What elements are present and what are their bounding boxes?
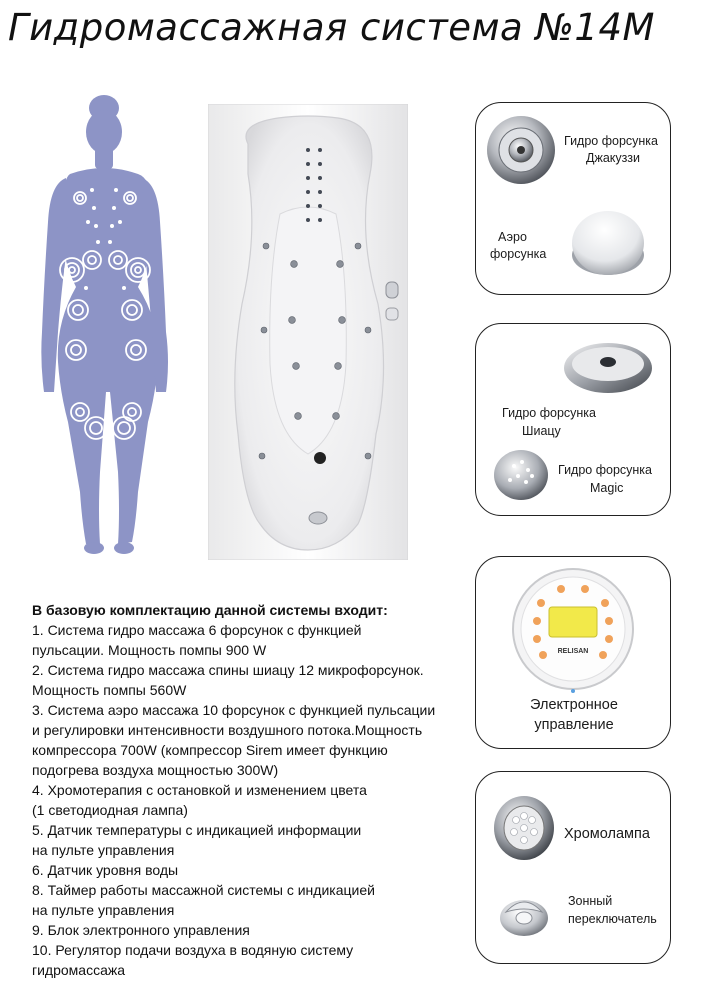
shiatsu-nozzle-label-line1: Гидро форсунка [502, 406, 597, 420]
card-jacuzzi-aero-nozzles [475, 102, 671, 295]
description-line: 4. Хромотерапия с остановкой и изменением цвета [32, 782, 367, 798]
description-heading: В базовую комплектацию данной системы входит: [32, 602, 388, 618]
page-title: Гидромассажная система №14М [8, 6, 655, 49]
bathtub-top-view [208, 104, 408, 560]
description-line: компрессора 700W (компрессор Sirem имеет функцию [32, 742, 388, 758]
card-shiatsu-magic-nozzles [475, 323, 671, 516]
package-description [32, 600, 482, 980]
control-panel-image [507, 567, 639, 695]
jacuzzi-nozzle-label-line2: Джакуззи [586, 151, 640, 165]
description-line: (1 светодиодная лампа) [32, 802, 188, 818]
jacuzzi-nozzle-image [484, 113, 558, 187]
description-line: гидромассажа [32, 962, 126, 978]
aero-nozzle-label-line1: Аэро [498, 230, 527, 244]
description-line: и регулировки интенсивности воздушного потока.Мощность [32, 722, 423, 738]
description-line: 6. Датчик уровня воды [32, 862, 179, 878]
description-line: 5. Датчик температуры с индикацией информации [32, 822, 362, 838]
chromolamp-image [492, 794, 556, 862]
card-chromolamp-zone-switch [475, 771, 671, 964]
zone-switch-image [498, 888, 550, 940]
shiatsu-nozzle-image [562, 338, 654, 396]
description-line: пульсации. Мощность помпы 900 W [32, 642, 267, 658]
magic-nozzle-image [492, 448, 550, 502]
zone-switch-label-line1: Зонный [568, 894, 613, 908]
electronic-control-label-line2: управление [534, 717, 614, 733]
aero-nozzle-label-line2: форсунка [490, 247, 547, 261]
description-line: Мощность помпы 560W [32, 682, 187, 698]
aero-nozzle-image [568, 205, 648, 281]
jacuzzi-nozzle-label-line1: Гидро форсунка [564, 134, 659, 148]
description-line: подогрева воздуха мощностью 300W) [32, 762, 279, 778]
description-line: 3. Система аэро массажа 10 форсунок с функцией пульсации [32, 702, 436, 718]
body-silhouette-figure [20, 92, 190, 562]
zone-switch-label-line2: переключатель [568, 912, 657, 926]
description-line: 8. Таймер работы массажной системы с индикацией [32, 882, 375, 898]
magic-nozzle-label-line1: Гидро форсунка [558, 463, 653, 477]
description-line: 10. Регулятор подачи воздуха в водяную систему [32, 942, 354, 958]
chromolamp-label: Хромолампа [564, 826, 650, 842]
card-electronic-control [475, 556, 671, 749]
electronic-control-label-line1: Электронное [530, 697, 618, 713]
description-line: 1. Система гидро массажа 6 форсунок с функцией [32, 622, 362, 638]
control-panel-brand: RELISAN [557, 648, 589, 655]
shiatsu-nozzle-label-line2: Шиацу [522, 424, 561, 438]
description-line: на пульте управления [32, 902, 175, 918]
magic-nozzle-label-line2: Magic [590, 481, 624, 495]
description-line: 2. Система гидро массажа спины шиацу 12 микрофорсунок. [32, 662, 424, 678]
description-line: 9. Блок электронного управления [32, 922, 250, 938]
description-line: на пульте управления [32, 842, 175, 858]
